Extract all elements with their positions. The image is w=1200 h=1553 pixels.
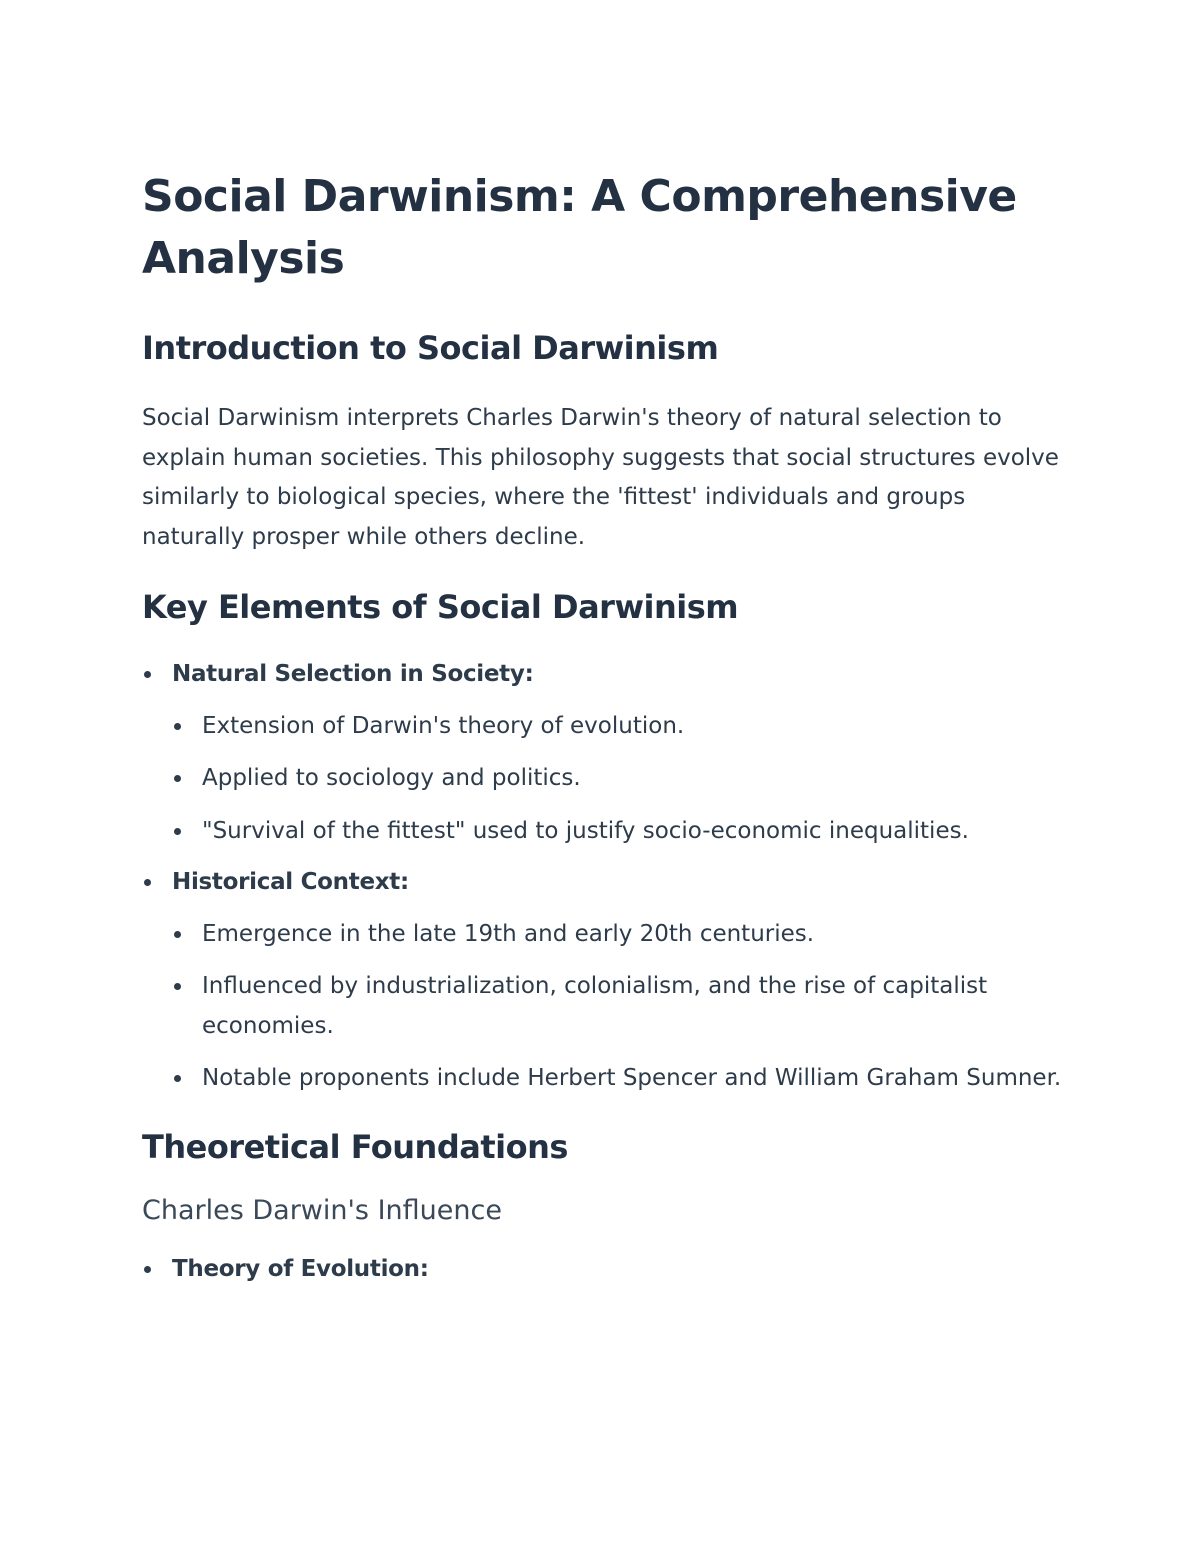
section-heading-theoretical-foundations: Theoretical Foundations (142, 1127, 568, 1166)
list-item-text: Notable proponents include Herbert Spencer and William Graham Sumner. (202, 1065, 1062, 1091)
bullet-icon (174, 775, 181, 782)
list-item-historical-context (142, 863, 1062, 903)
bullet-icon (174, 931, 181, 938)
introduction-paragraph: Social Darwinism interprets Charles Darwin's theory of natural selection to explain human societies. This philosophy suggests that social structures evolve similarly to biological species, where the 'fittest' individuals and groups naturally prosper while others decline. (142, 405, 1059, 550)
section-heading-key-elements: Key Elements of Social Darwinism (142, 588, 739, 626)
natural-selection-sublist (172, 707, 1062, 852)
document-page (142, 166, 1062, 1289)
document-title: Social Darwinism: A Comprehensive Analysis (142, 171, 1017, 284)
list-item-natural-selection (142, 655, 1062, 695)
bullet-icon (174, 723, 181, 730)
list-item-label: Historical Context: (172, 869, 409, 895)
sublist-container (142, 707, 1062, 852)
bullet-icon (174, 983, 181, 990)
list-item (172, 812, 1062, 852)
sublist-container (142, 915, 1062, 1099)
key-elements-list (142, 655, 1062, 1099)
list-item-text: Extension of Darwin's theory of evolution. (202, 712, 685, 739)
list-item-text: Influenced by industrialization, colonialism, and the rise of capitalist economies. (202, 973, 988, 1039)
list-item (172, 707, 1062, 747)
bullet-icon (144, 1266, 151, 1273)
section-heading-introduction: Introduction to Social Darwinism (142, 329, 719, 367)
list-item (172, 967, 1062, 1046)
list-item-label: Theory of Evolution: (172, 1255, 429, 1282)
list-item (172, 915, 1062, 955)
list-item-text: Applied to sociology and politics. (202, 765, 581, 791)
bullet-icon (174, 828, 181, 835)
list-item-label: Natural Selection in Society: (172, 661, 534, 687)
historical-context-sublist (172, 915, 1062, 1099)
list-item-text: Emergence in the late 19th and early 20th centuries. (202, 920, 815, 947)
list-item (172, 1059, 1062, 1099)
list-item-theory-of-evolution (142, 1250, 1062, 1290)
darwin-influence-list (142, 1250, 1062, 1290)
bullet-icon (174, 1075, 181, 1082)
list-item-text: "Survival of the fittest" used to justify socio-economic inequalities. (202, 817, 969, 844)
bullet-icon (144, 879, 151, 886)
bullet-icon (144, 671, 151, 678)
subsection-heading-darwin-influence: Charles Darwin's Influence (142, 1194, 502, 1226)
list-item (172, 759, 1062, 799)
